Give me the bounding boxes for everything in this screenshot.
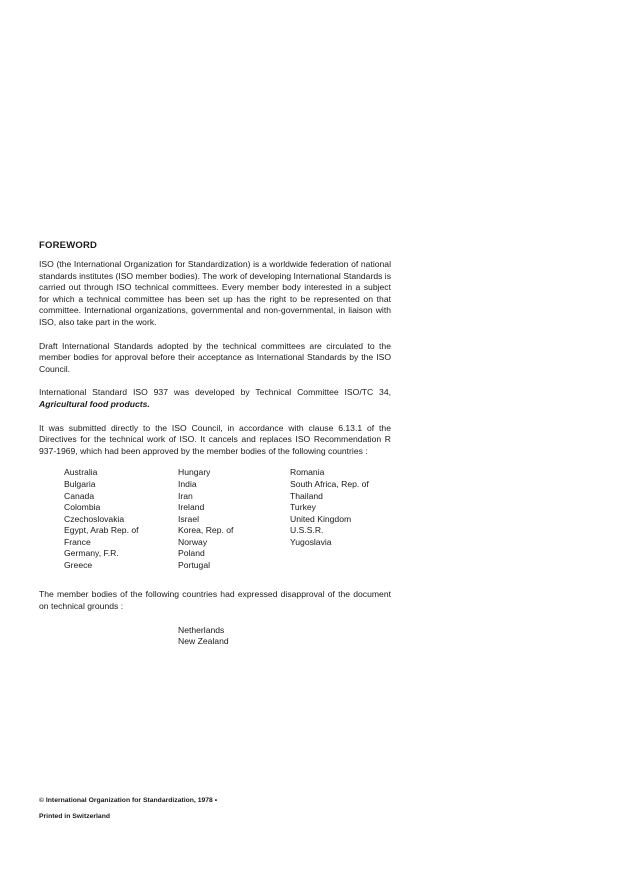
paragraph-disapproval: The member bodies of the following countries had expressed disapproval of the document on technical grounds : (39, 589, 391, 611)
country-item: Greece (64, 560, 93, 571)
paragraph-draft-standards: Draft International Standards adopted by the technical committees are circulated to the member bodies for approval before their acceptance as International Standards by the ISO Council. (39, 340, 391, 374)
paragraph-development (39, 387, 391, 410)
country-item: United Kingdom (290, 513, 352, 524)
country-item: Australia (64, 467, 98, 478)
paragraph-iso-intro: ISO (the International Organization for Standardization) is a worldwide federation of national standards institutes (ISO member bodies). The work of developing International Standards is carried out through ISO technical committees. Every member body interested in a subject for which a technical committee has been set up has the right to be represented on that committee. International organizations, governmental and non-governmental, in liaison with ISO, also take part in the work. (39, 259, 391, 327)
development-text: International Standard ISO 937 was developed by Technical Committee ISO/TC 34, (39, 387, 391, 398)
country-item: France (64, 536, 91, 547)
country-item: Germany, F.R. (64, 548, 119, 559)
country-item: Hungary (178, 467, 211, 478)
country-item: Ireland (178, 502, 205, 513)
country-item: Egypt, Arab Rep. of (64, 525, 139, 536)
country-item: Korea, Rep. of (178, 525, 234, 536)
committee-name: Agricultural food products. (39, 398, 150, 409)
disapproving-countries-list (178, 625, 391, 648)
countries-column-3 (290, 467, 400, 548)
printed-in-notice: Printed in Switzerland (39, 813, 110, 820)
paragraph-submission: It was submitted directly to the ISO Council, in accordance with clause 6.13.1 of the Directives for the technical work of ISO. It cancels and replaces ISO Recommendation R 937-1969, which had been approved by the member bodies of the following countries : (39, 422, 391, 456)
country-item: Canada (64, 490, 95, 501)
country-item: Netherlands (178, 624, 225, 635)
country-item: Romania (290, 467, 325, 478)
approving-countries-list (39, 467, 391, 577)
country-item: Iran (178, 490, 193, 501)
country-item: India (178, 478, 197, 489)
country-item: Bulgaria (64, 478, 96, 489)
country-item: Czechoslovakia (64, 513, 125, 524)
country-item: Portugal (178, 560, 211, 571)
copyright-notice: © International Organization for Standardization, 1978 • (39, 797, 218, 804)
country-item: U.S.S.R. (290, 525, 324, 536)
country-item: Turkey (290, 502, 316, 513)
country-item: New Zealand (178, 636, 229, 647)
country-item: Norway (178, 536, 208, 547)
country-item: Thailand (290, 490, 323, 501)
foreword-heading: FOREWORD (39, 240, 98, 251)
country-item: Yugoslavia (290, 536, 332, 547)
country-item: Colombia (64, 502, 101, 513)
foreword-section (39, 240, 391, 648)
country-item: Poland (178, 548, 205, 559)
countries-column-2 (178, 467, 288, 571)
country-item: South Africa, Rep. of (290, 478, 369, 489)
country-item: Israel (178, 513, 200, 524)
countries-column-1 (64, 467, 194, 571)
